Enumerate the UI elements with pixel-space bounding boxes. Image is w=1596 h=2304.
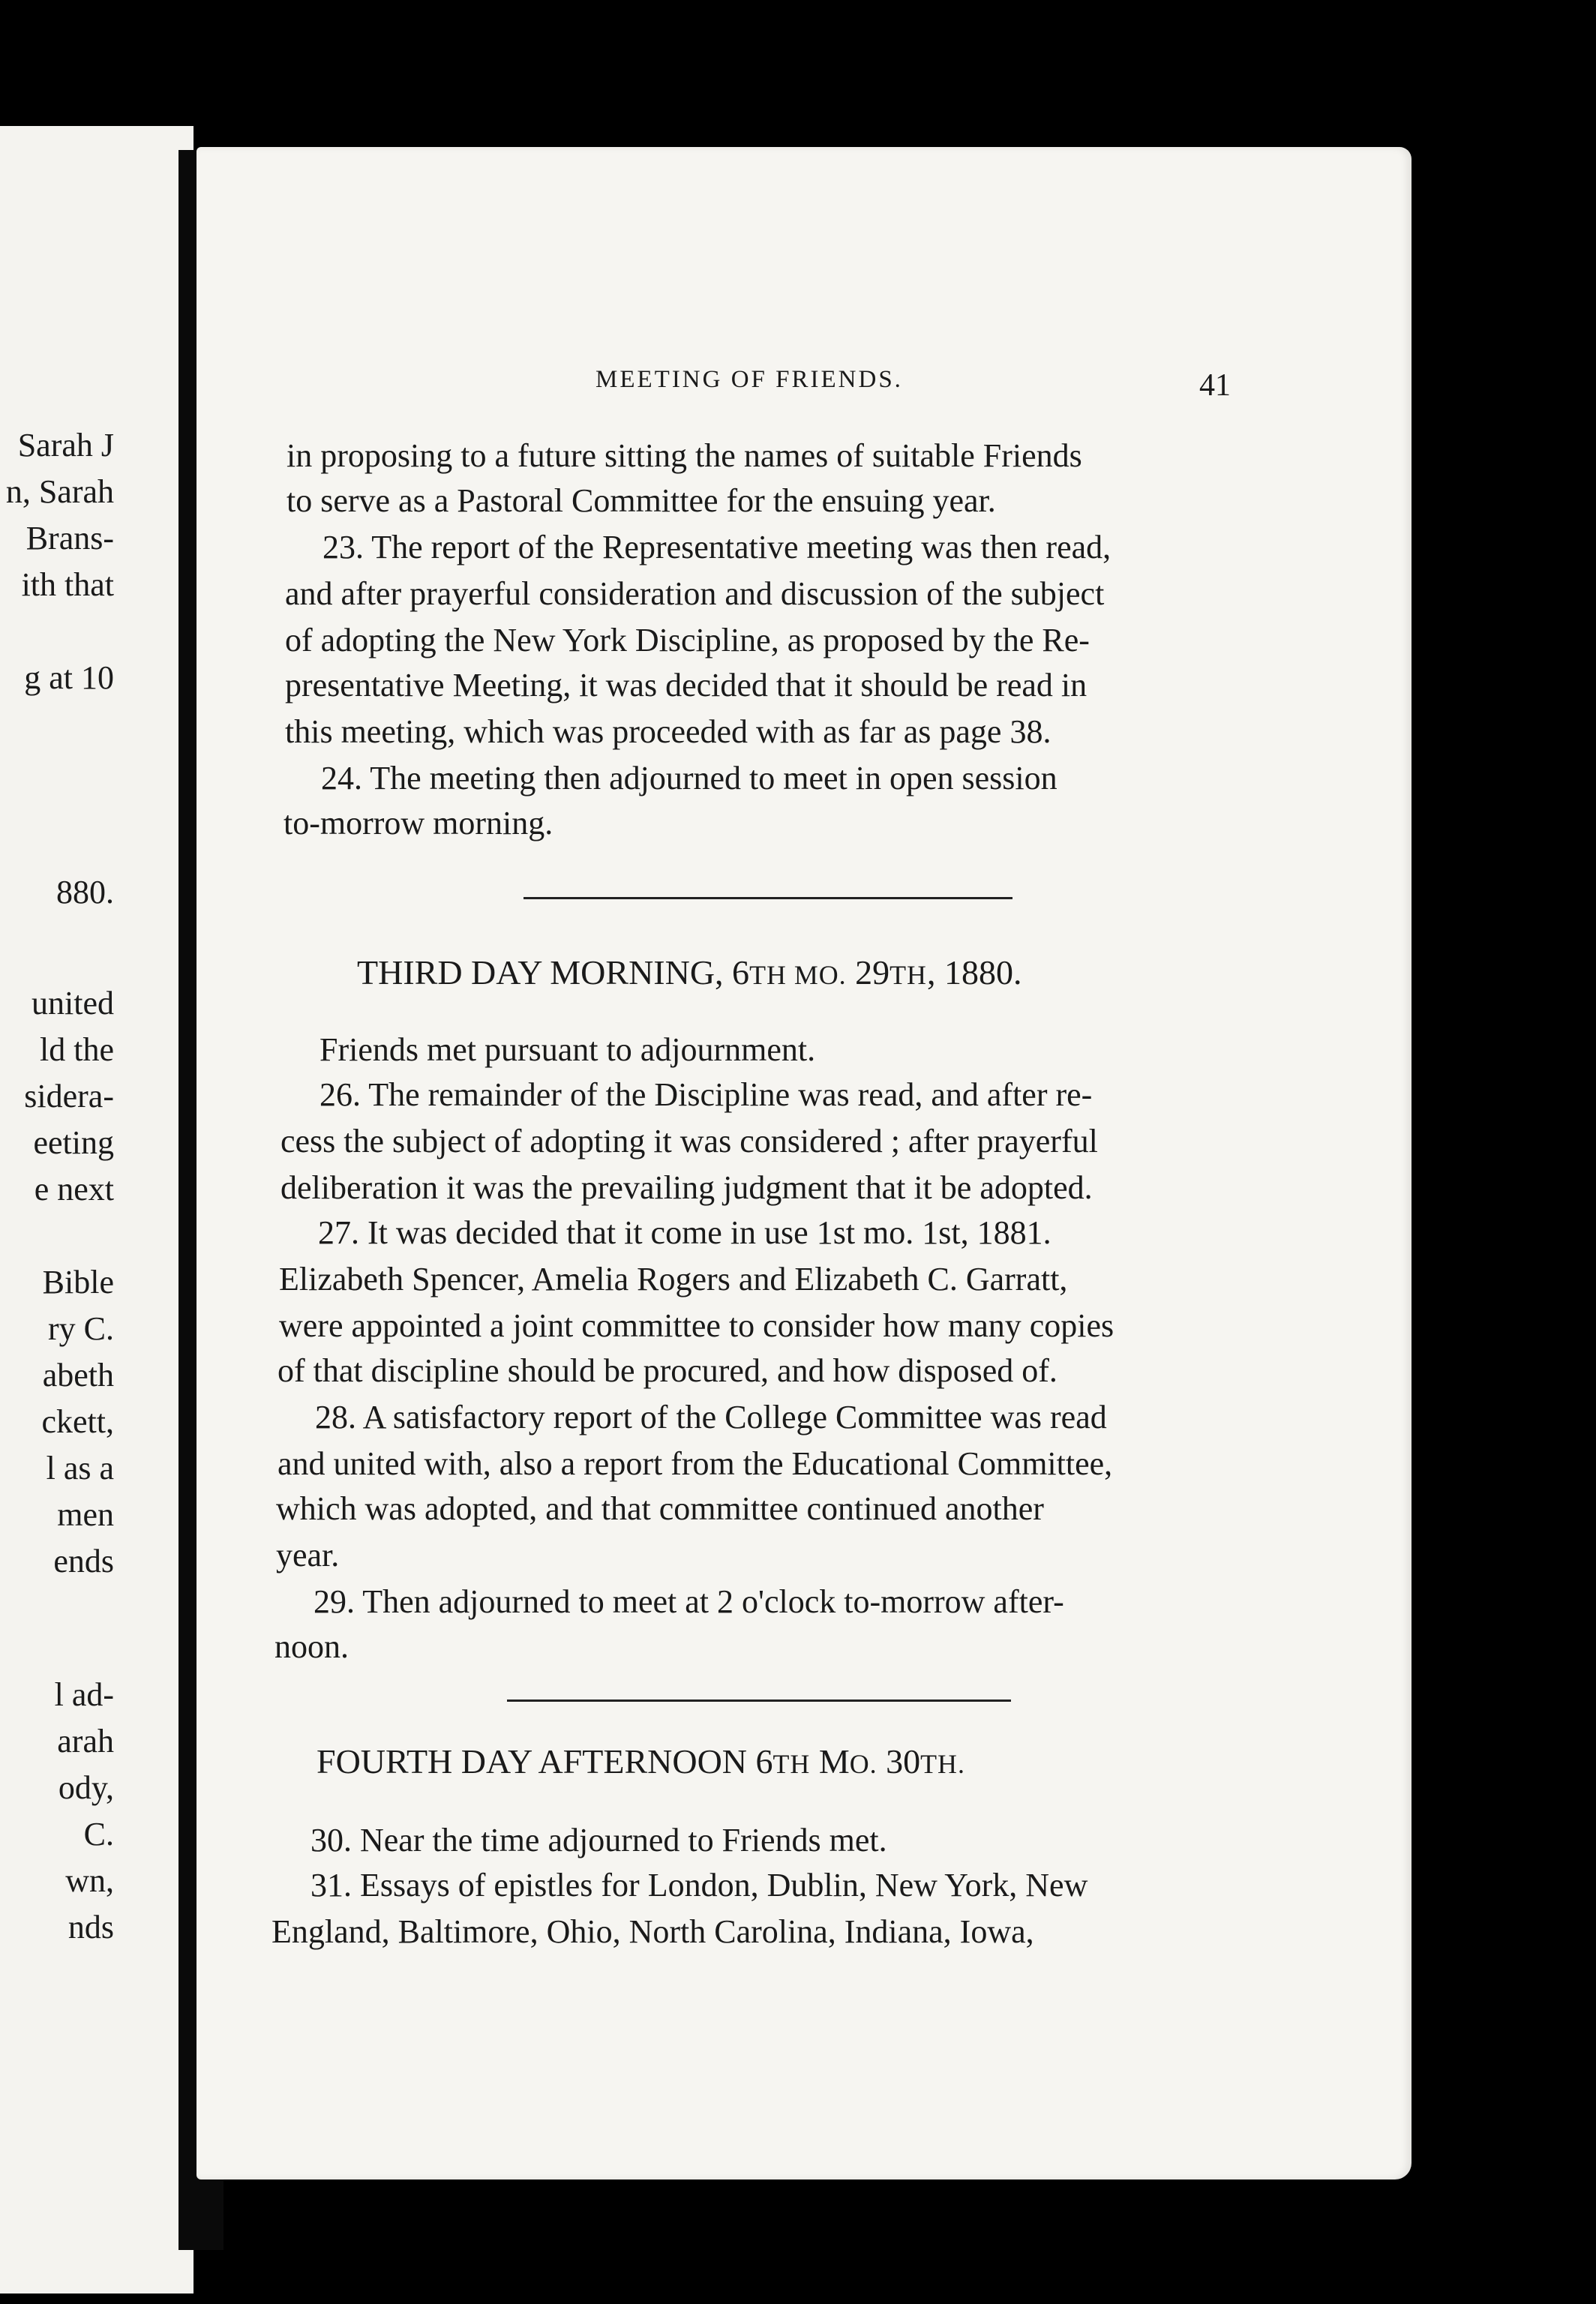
body-line: were appointed a joint committee to consider how many copies xyxy=(279,1307,1114,1344)
body-line: and united with, also a report from the Educational Committee, xyxy=(278,1445,1113,1482)
section-heading-fourth-day: FOURTH DAY AFTERNOON 6TH MO. 30TH. xyxy=(316,1742,965,1780)
body-line: Elizabeth Spencer, Amelia Rogers and Elizabeth C. Garratt, xyxy=(279,1261,1068,1298)
left-text-fragment: g at 10 xyxy=(24,659,114,696)
body-line: 30. Near the time adjourned to Friends met. xyxy=(310,1822,887,1858)
body-line: which was adopted, and that committee continued another xyxy=(276,1490,1044,1527)
left-text-fragment: eeting xyxy=(33,1124,114,1161)
left-text-fragment: ry C. xyxy=(48,1310,114,1347)
body-line: noon. xyxy=(274,1628,349,1665)
body-line: 26. The remainder of the Discipline was read, and after re- xyxy=(320,1076,1093,1113)
left-text-fragment: ends xyxy=(53,1543,114,1580)
body-line: to serve as a Pastoral Committee for the ensuing year. xyxy=(286,482,996,519)
body-line: England, Baltimore, Ohio, North Carolina, Indiana, Iowa, xyxy=(272,1913,1034,1950)
body-line: in proposing to a future sitting the names of suitable Friends xyxy=(286,437,1082,474)
body-line: presentative Meeting, it was decided that it should be read in xyxy=(285,667,1088,704)
left-text-fragment: Bible xyxy=(42,1264,114,1300)
left-text-fragment: arah xyxy=(57,1723,114,1760)
body-line: this meeting, which was proceeded with as far as page 38. xyxy=(285,713,1052,750)
body-line: 27. It was decided that it come in use 1st mo. 1st, 1881. xyxy=(318,1214,1052,1251)
left-page-fragment xyxy=(0,126,194,2294)
left-text-fragment: abeth xyxy=(42,1357,114,1394)
left-text-fragment: ith that xyxy=(21,566,114,603)
left-text-fragment: ld the xyxy=(40,1031,114,1068)
body-line: 23. The report of the Representative meeting was then read, xyxy=(322,529,1112,566)
left-text-fragment: ody, xyxy=(58,1769,114,1806)
left-text-fragment: C. xyxy=(83,1816,114,1852)
left-text-fragment: ckett, xyxy=(41,1403,114,1440)
body-line: deliberation it was the prevailing judgment that it be adopted. xyxy=(280,1169,1093,1206)
section-divider xyxy=(507,1700,1011,1702)
section-divider xyxy=(524,897,1012,899)
left-text-fragment: united xyxy=(32,985,114,1022)
left-text-fragment: nds xyxy=(68,1909,114,1946)
left-text-fragment: l ad- xyxy=(54,1676,114,1713)
body-line: of that discipline should be procured, and how disposed of. xyxy=(278,1352,1058,1389)
left-text-fragment: Sarah J xyxy=(17,427,114,464)
left-text-fragment: Brans- xyxy=(26,520,114,556)
body-line: 29. Then adjourned to meet at 2 o'clock to-morrow after- xyxy=(314,1583,1064,1620)
left-text-fragment: wn, xyxy=(65,1862,114,1899)
body-line: year. xyxy=(276,1537,340,1574)
running-title: MEETING OF FRIENDS. xyxy=(596,366,903,393)
body-line: 28. A satisfactory report of the College Committee was read xyxy=(315,1399,1107,1436)
left-text-fragment: l as a xyxy=(46,1450,114,1486)
body-line: cess the subject of adopting it was considered ; after prayerful xyxy=(280,1123,1098,1160)
body-line: 31. Essays of epistles for London, Dublin, New York, New xyxy=(310,1867,1088,1904)
body-line: Friends met pursuant to adjournment. xyxy=(320,1031,816,1068)
body-line: and after prayerful consideration and discussion of the subject xyxy=(285,575,1105,612)
left-text-fragment: sidera- xyxy=(24,1078,114,1114)
body-line: to-morrow morning. xyxy=(284,805,554,842)
left-text-fragment: men xyxy=(57,1496,114,1533)
left-text-fragment: 880. xyxy=(56,874,114,910)
left-text-fragment: n, Sarah xyxy=(5,473,114,510)
page-number: 41 xyxy=(1199,368,1231,403)
body-line: 24. The meeting then adjourned to meet in open session xyxy=(321,760,1058,796)
left-text-fragment: e next xyxy=(34,1171,114,1208)
section-heading-third-day: THIRD DAY MORNING, 6TH MO. 29TH, 1880. xyxy=(357,953,1022,992)
body-line: of adopting the New York Discipline, as proposed by the Re- xyxy=(285,622,1090,658)
